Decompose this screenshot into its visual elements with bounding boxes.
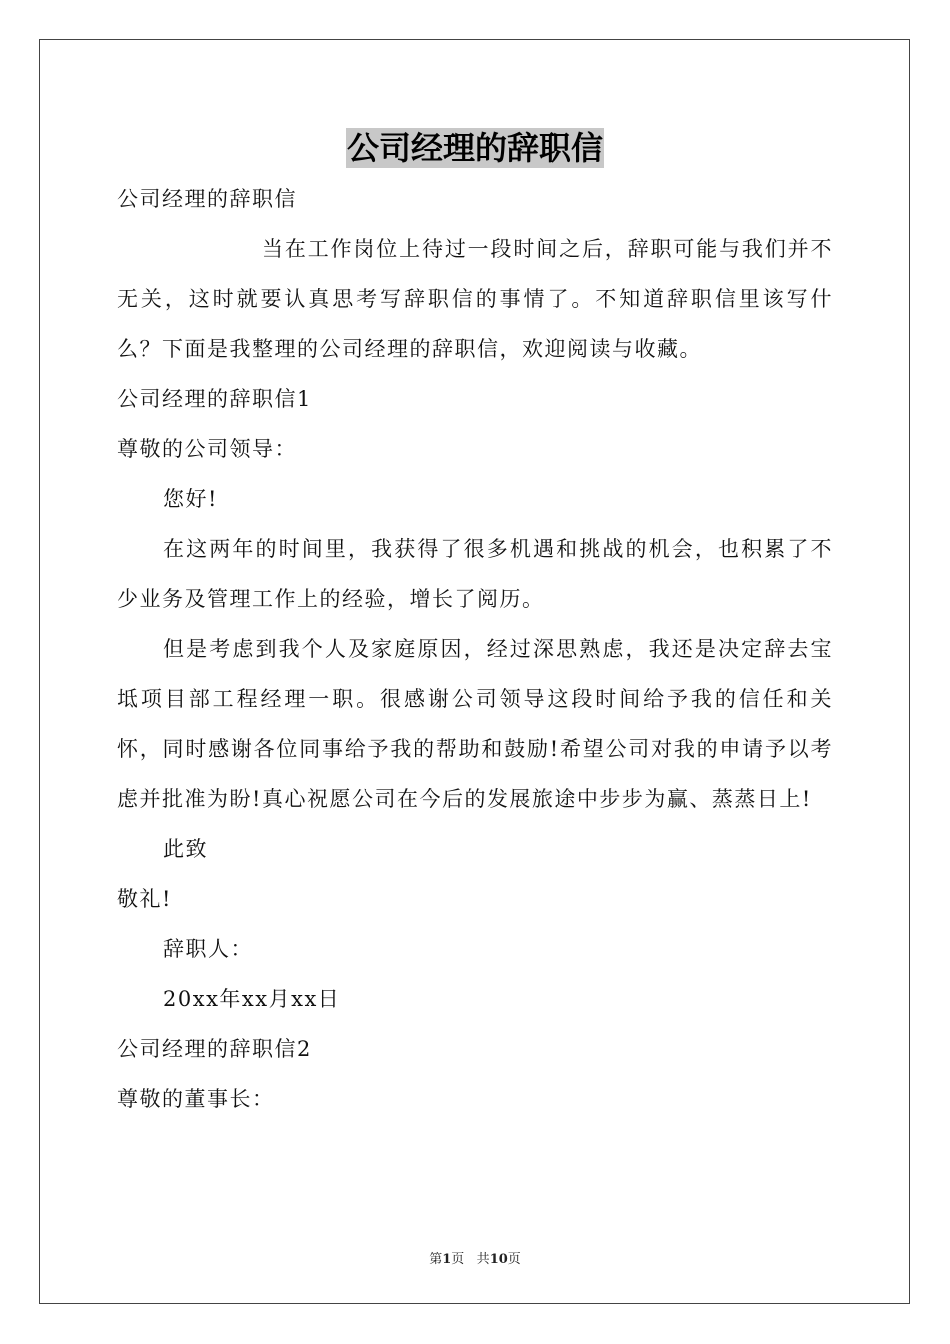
footer-page-prefix: 第: [429, 1252, 443, 1267]
letter-1-closing: 此致: [163, 837, 208, 861]
footer-total-suffix: 页: [507, 1252, 521, 1267]
footer-page-current: 1: [442, 1252, 452, 1267]
document-body: [117, 174, 833, 1124]
footer-page-total: 10: [489, 1252, 508, 1267]
letter-2-salutation: 尊敬的董事长：: [117, 1087, 275, 1111]
letter-1-body-2: 但是考虑到我个人及家庭原因，经过深思熟虑，我还是决定辞去宝坻项目部工程经理一职。很感谢公司领导这段时间给予我的信任和关怀，同时感谢各位同事给予我的帮助和鼓励!希望公司对我的申请予以考虑并批准为盼!真心祝愿公司在今后的发展旅途中步步为赢、蒸蒸日上!: [117, 637, 833, 811]
letter-1-salutation: 尊敬的公司领导：: [117, 437, 297, 461]
intro-paragraph: 当在工作岗位上待过一段时间之后，辞职可能与我们并不无关，这时就要认真思考写辞职信的事情了。不知道辞职信里该写什么？下面是我整理的公司经理的辞职信，欢迎阅读与收藏。: [117, 237, 833, 361]
letter-1-heading: 公司经理的辞职信1: [117, 387, 312, 411]
letter-1-signer: 辞职人：: [163, 937, 253, 961]
letter-2-heading: 公司经理的辞职信2: [117, 1037, 312, 1061]
letter-1-date: 20xx年xx月xx日: [163, 987, 341, 1011]
footer-total-prefix: 共: [476, 1252, 490, 1267]
letter-1-regards: 敬礼!: [117, 887, 172, 911]
letter-1-greeting: 您好!: [163, 487, 218, 511]
title-container: [0, 128, 950, 168]
page-footer: [0, 1248, 950, 1267]
footer-page-suffix: 页: [451, 1252, 465, 1267]
letter-1-body-1: 在这两年的时间里，我获得了很多机遇和挑战的机会，也积累了不少业务及管理工作上的经验，增长了阅历。: [117, 537, 833, 611]
subtitle-paragraph: 公司经理的辞职信: [117, 187, 297, 211]
document-title: 公司经理的辞职信: [346, 129, 603, 167]
